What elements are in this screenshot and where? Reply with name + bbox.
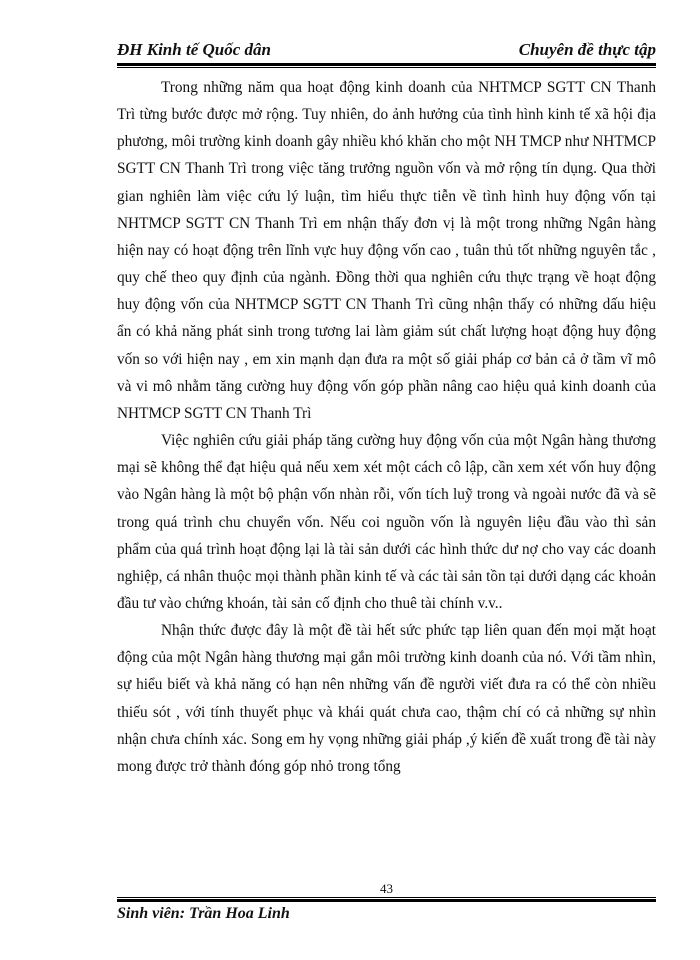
header-rule-thick (117, 63, 656, 66)
footer-author: Sinh viên: Trần Hoa Linh (117, 905, 290, 922)
footer-rule-thin (117, 897, 656, 898)
page-number: 43 (380, 881, 393, 896)
body-text (117, 74, 656, 780)
page-header (117, 38, 656, 62)
paragraph-1: Trong những năm qua hoạt động kinh doanh của NHTMCP SGTT CN Thanh Trì từng bước được mở rộng. Tuy nhiên, do ảnh hưởng của tình hình kinh tế xã hội địa phương, môi trường kinh doanh gây nhiều khó khăn cho một NH TMCP như NHTMCP SGTT CN Thanh Trì trong việc tăng trưởng nguồn vốn và mở rộng tín dụng. Qua thời gian nghiên làm việc cứu lý luận, tìm hiểu thực tiễn về tình hình huy động vốn tại NHTMCP SGTT CN Thanh Trì em nhận thấy đơn vị là một trong những Ngân hàng hiện nay có hoạt động trên lĩnh vực huy động vốn cao , tuân thủ tốt những nguyên tắc , quy chế theo quy định của ngành. Đồng thời qua nghiên cứu thực trạng về hoạt động huy động vốn của NHTMCP SGTT CN Thanh Trì cũng nhận thấy có những dấu hiệu ẩn có khả năng phát sinh trong tương lai làm giảm sút chất lượng hoạt động huy động vốn so với hiện nay , em xin mạnh dạn đưa ra một số giải pháp cơ bản cả ở tầm vĩ mô và vi mô nhằm tăng cường huy động vốn góp phần nâng cao hiệu quả kinh doanh của NHTMCP SGTT CN Thanh Trì (117, 79, 656, 422)
header-rule-thin (117, 67, 656, 68)
paragraph-3: Nhận thức được đây là một đề tài hết sức phức tạp liên quan đến mọi mặt hoạt động của một Ngân hàng thương mại gắn môi trường kinh doanh của nó. Với tầm nhìn, sự hiểu biết và khả năng có hạn nên những vấn đề người viết đưa ra có thể còn nhiều thiếu sót , với tính thuyết phục và khái quát chưa cao, thậm chí có cả những sự nhìn nhận chưa chính xác. Song em hy vọng những giải pháp ,ý kiến đề xuất trong đề tài này mong được trở thành đóng góp nhỏ trong tổng (117, 622, 656, 775)
footer-rule-thick (117, 899, 656, 902)
paragraph-2: Việc nghiên cứu giải pháp tăng cường huy động vốn của một Ngân hàng thương mại sẽ không thể đạt hiệu quả nếu xem xét một cách cô lập, cần xem xét vốn huy động vào Ngân hàng là một bộ phận vốn nhàn rỗi, vốn tích luỹ trong và ngoài nước đã và sẽ trong quá trình chu chuyển vốn. Nếu coi nguồn vốn là nguyên liệu đầu vào thì sản phẩm của quá trình hoạt động lại là tài sản dưới các hình thức dư nợ cho vay các doanh nghiệp, cá nhân thuộc mọi thành phần kinh tế và các tài sản tồn tại dưới dạng các khoản đầu tư vào chứng khoán, tài sản cố định cho thuê tài chính v.v.. (117, 432, 656, 612)
header-university: ĐH Kinh tế Quốc dân (117, 40, 271, 59)
header-document-type: Chuyên đề thực tập (518, 40, 656, 59)
